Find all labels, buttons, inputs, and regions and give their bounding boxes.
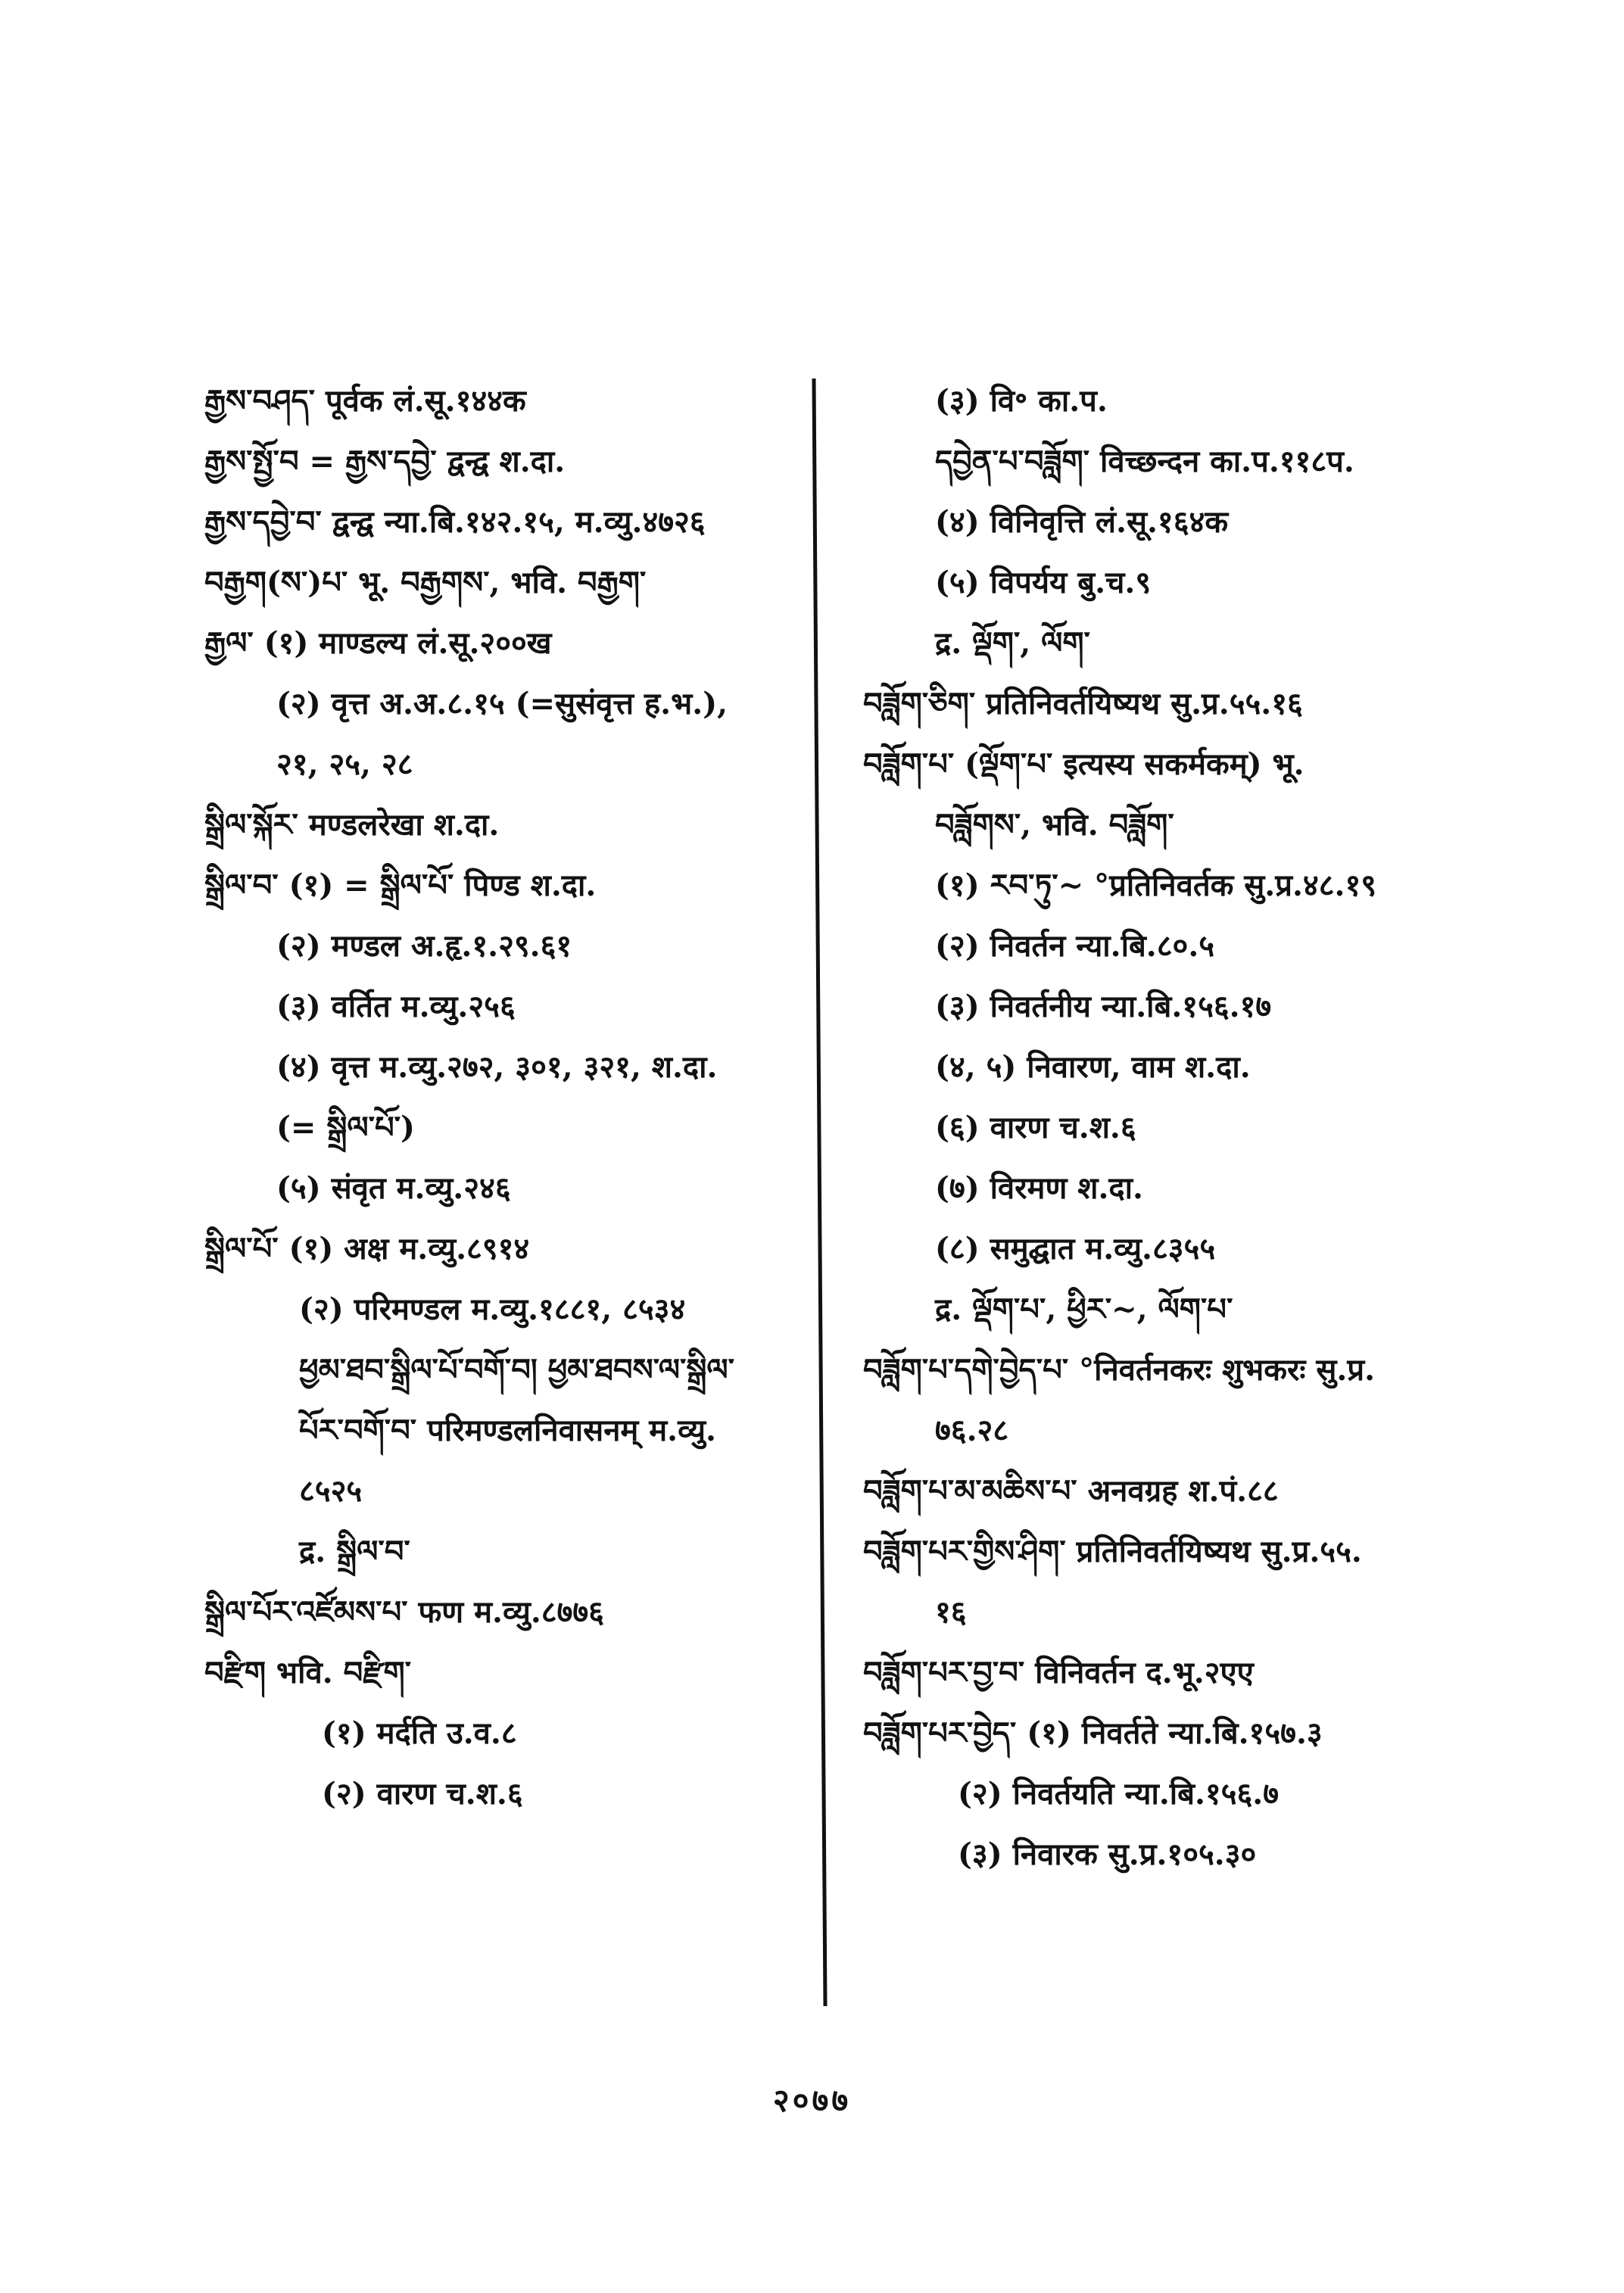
entry-subline: द्र. སྒྲིལ་བ་ [299,1534,410,1569]
entry-subline: དབྱེན་པ་བཟློག་ विच्छन्दन का.प.११८प. [935,444,1354,479]
entry-subline: (२) निवर्तन न्या.बि.८०.५ [935,928,1215,964]
right-column [863,371,1514,1885]
entry-headword-line: བཟློག་པར་བྱེད་ (१) निवर्तते न्या.बि.१५७.३ [863,1715,1323,1751]
entry-subline: (३) वि॰ का.प. [935,383,1108,419]
entry-subline: ८५२५ [299,1473,363,1509]
entry-headword-line: བརྒྱག(ས་)པ་ भू. བརྒྱགས་, भवि. བརྒྱག་ [204,565,647,600]
entry-subline: (७) विरमण श.दा. [935,1170,1143,1206]
entry-subline: (५) विपर्यय बु.च.९ [935,565,1152,600]
entry-headword-line: རྒྱས་སྤྱོ་བ = རྒྱས་དབྱེ་ द्वन्द्व श.दा. [204,444,566,479]
entry-headword-line: སྒྲིལ་པོར་འཛོམས་པ་ फण म.व्यु.८७७६ [204,1594,604,1630]
entry-subline: (३) निवर्तनीय न्या.बि.१५६.१७ [935,989,1272,1024]
left-column [204,371,803,1824]
entry-subline: द्र. ལྡོག་, ལོག་ [935,625,1090,661]
entry-subline: (= སྒྲིལ་པོ་) [276,1110,415,1145]
entry-subline: པོར་བགོ་བ་ परिमण्डलनिवासनम् म.व्यु. [299,1413,716,1448]
entry-subline: ཕྱམ་ཐབ་སྒྲིལ་པོ་བགོ་བ། ཕྱམ་ཐབས་ལ་སྒྲིལ་ [299,1352,735,1388]
entry-subline: (१) मर्दति उ.व.८ [322,1715,517,1751]
entry-headword-line: བརྫིག भवि. བརྫིག་ [204,1655,412,1690]
entry-subline: (४) विनिवृत्ति लं.सू.१६४क [935,504,1229,540]
entry-subline: བཟློགས་, भवि. བཟློག་ [935,807,1174,843]
page-number: २०७७ [772,2082,852,2119]
entry-headword-line: སྒྲིལ་བ་ (१) = སྒྲིལ་པོ་ पिण्ड श.दा. [204,868,597,903]
entry-headword-line: བཟློག་པར་གྱིས་ཤིག་ प्रतिनिवर्तयिष्यथ सु.प्र.५५. [863,1534,1362,1569]
entry-headword-line: རྒྱས་དབྱེ་བ་ द्वन्द्व न्या.बि.१४२.१५, म.व्यु.४७२६ [204,504,706,540]
entry-subline: (४) वृत्त म.व्यु.२७२, ३०१, ३२१, श.दा. [276,1049,718,1085]
entry-subline: (५) संवृत म.व्यु.२४६ [276,1170,511,1206]
entry-headword-line: སྒྲིལ་པོ་ (१) अक्ष म.व्यु.८९१४ [204,1231,530,1266]
entry-subline: (३) निवारक सु.प्र.१०५.३० [958,1837,1257,1872]
entry-subline: (२) निवर्तयति न्या.बि.१५६.७ [958,1776,1280,1812]
entry-headword-line: བཟློག་ཅིག་ प्रतिनिवर्तयिष्यथ सु.प्र.५५.१६ [863,686,1303,721]
entry-subline: द्र. ལྡོག་པ་, ཕྱིར་~, ལོག་པ་ [935,1291,1233,1327]
entry-headword-line: རྒྱས་བཤད་ पूर्वक लं.सू.१४४क [204,383,526,419]
entry-subline: १६ [935,1594,967,1630]
entry-subline: (२) वृत्त अ.अ.८.१५ (=सुसंवृत्त ह.भ.), [276,686,728,721]
entry-subline: (२) परिमण्डल म.व्यु.१८८१, ८५३४ [299,1291,686,1327]
entry-subline: (३) वर्तित म.व्यु.२५६ [276,989,516,1024]
entry-headword-line: བཟློག་པ་ (ལྡོག་པ་ इत्यस्य सकर्मकम्) भू. [863,746,1304,782]
entry-subline: (४, ५) निवारण, वाम श.दा. [935,1049,1251,1085]
entry-subline: (२) वारण च.श.६ [322,1776,523,1812]
column-divider [812,379,827,2006]
entry-subline: (८) समुद्घात म.व्यु.८३५५ [935,1231,1216,1266]
entry-headword-line: བཟློག་པ་མ་མཆིས་པ་ अनवग्रह श.पं.८८ [863,1473,1279,1509]
entry-headword-line: རྒྱལ་ (१) माण्डल्य लं.सू.२००ख [204,625,552,661]
entry-subline: (१) རབ་ཏུ་~ °प्रतिनिवर्तक सु.प्र.४८.१९ [935,868,1377,903]
entry-subline: २१, २५, २८ [276,746,413,782]
entry-headword-line: བཟློག་པ་དགེ་བྱེད་པ་ °निवर्तनकरः शुभकरः सु.प्र. [863,1352,1376,1388]
entry-headword-line: སྒྲིལ་སྐོར་ मण्डलरेखा श.दा. [204,807,500,843]
entry-subline: (२) मण्डल अ.हृ.१.२९.६१ [276,928,572,964]
entry-subline: ७६.२८ [935,1413,1009,1448]
entry-headword-line: བཟློག་པར་བྱ་བ་ विनिवर्तन द.भू.२एए [863,1655,1254,1690]
entry-subline: (६) वारण च.श.६ [935,1110,1136,1145]
